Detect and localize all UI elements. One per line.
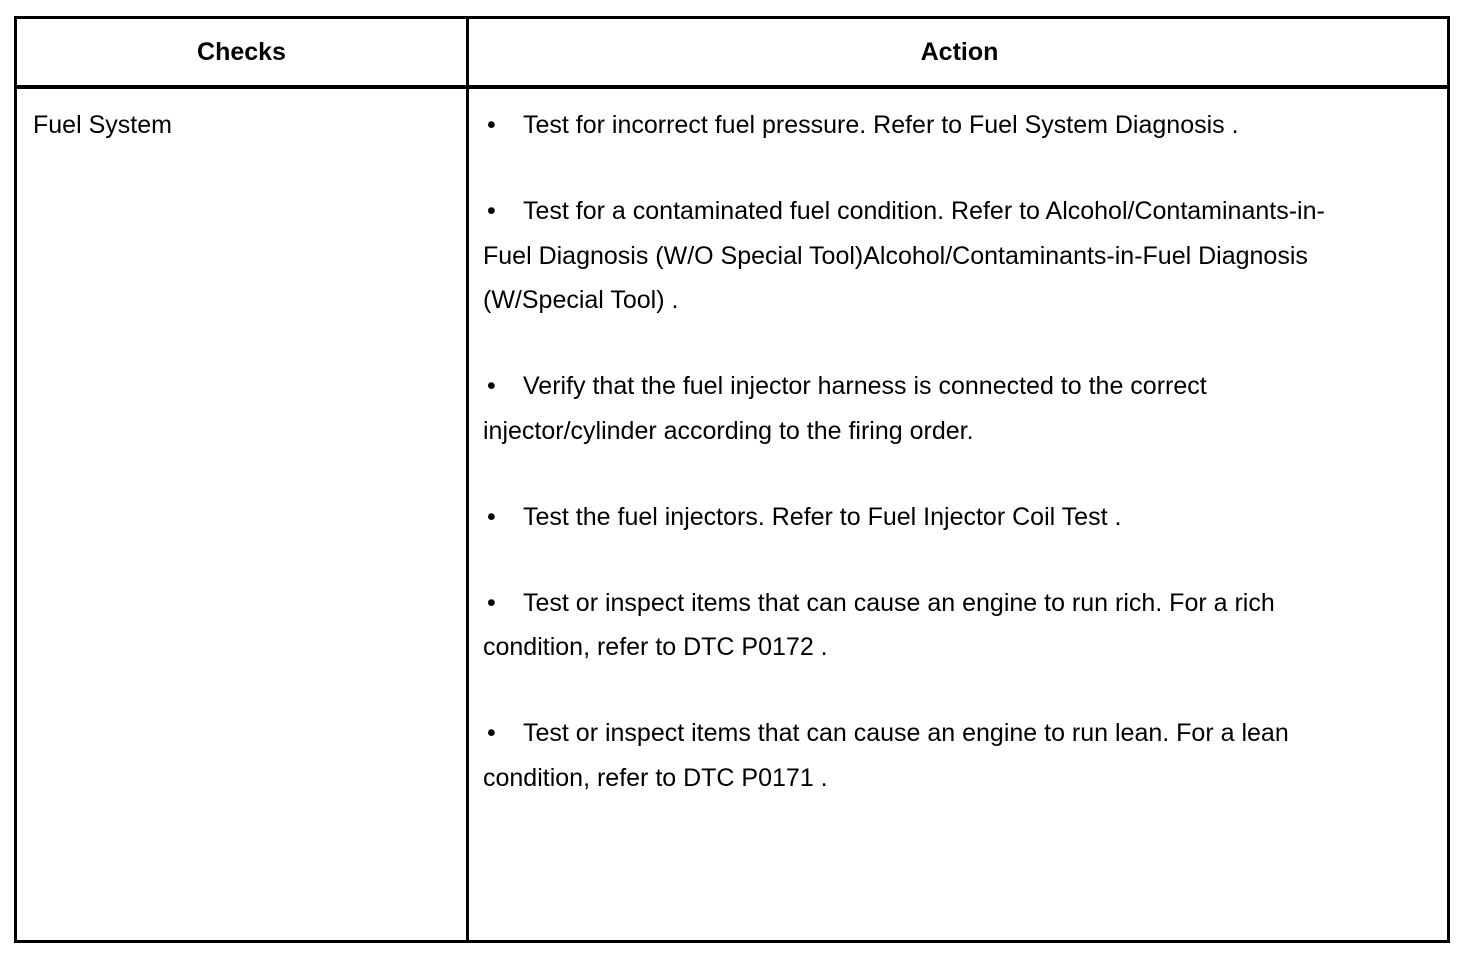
bullet-icon: • (487, 372, 496, 400)
action-item (483, 581, 1373, 670)
header-action: Action (920, 37, 999, 66)
action-item (483, 189, 1373, 323)
action-text: Test for incorrect fuel pressure. Refer to Fuel System Diagnosis . (523, 111, 1239, 139)
bullet-icon: • (487, 197, 496, 225)
check-fuel-system: Fuel System (33, 111, 172, 139)
header-checks: Checks (197, 37, 286, 66)
bullet-icon: • (487, 111, 496, 139)
bullet-icon: • (487, 719, 496, 747)
action-item (483, 103, 1373, 148)
action-text: Test the fuel injectors. Refer to Fuel Injector Coil Test . (523, 502, 1122, 531)
action-item (483, 495, 1373, 540)
action-text: Test or inspect items that can cause an engine to run lean. For a lean condition, refer to DTC P0171 . (483, 719, 1289, 792)
action-text: Test for a contaminated fuel condition. Refer to Alcohol/Contaminants-in-Fuel Diagnosis (W/O Special Tool)Alcohol/Contaminants-in-Fuel Diagnosis (W/Special Tool) . (483, 197, 1325, 314)
bullet-icon: • (487, 588, 496, 617)
header-divider (17, 85, 1447, 89)
action-list (483, 109, 1373, 842)
action-text: Test or inspect items that can cause an engine to run rich. For a rich condition, refer to DTC P0172 . (483, 588, 1275, 661)
bullet-icon: • (487, 502, 496, 531)
column-divider (466, 19, 469, 940)
checks-action-table (14, 16, 1450, 943)
action-text: Verify that the fuel injector harness is connected to the correct injector/cylinder according to the firing order. (483, 372, 1207, 445)
action-item (483, 711, 1373, 800)
action-item (483, 364, 1373, 453)
